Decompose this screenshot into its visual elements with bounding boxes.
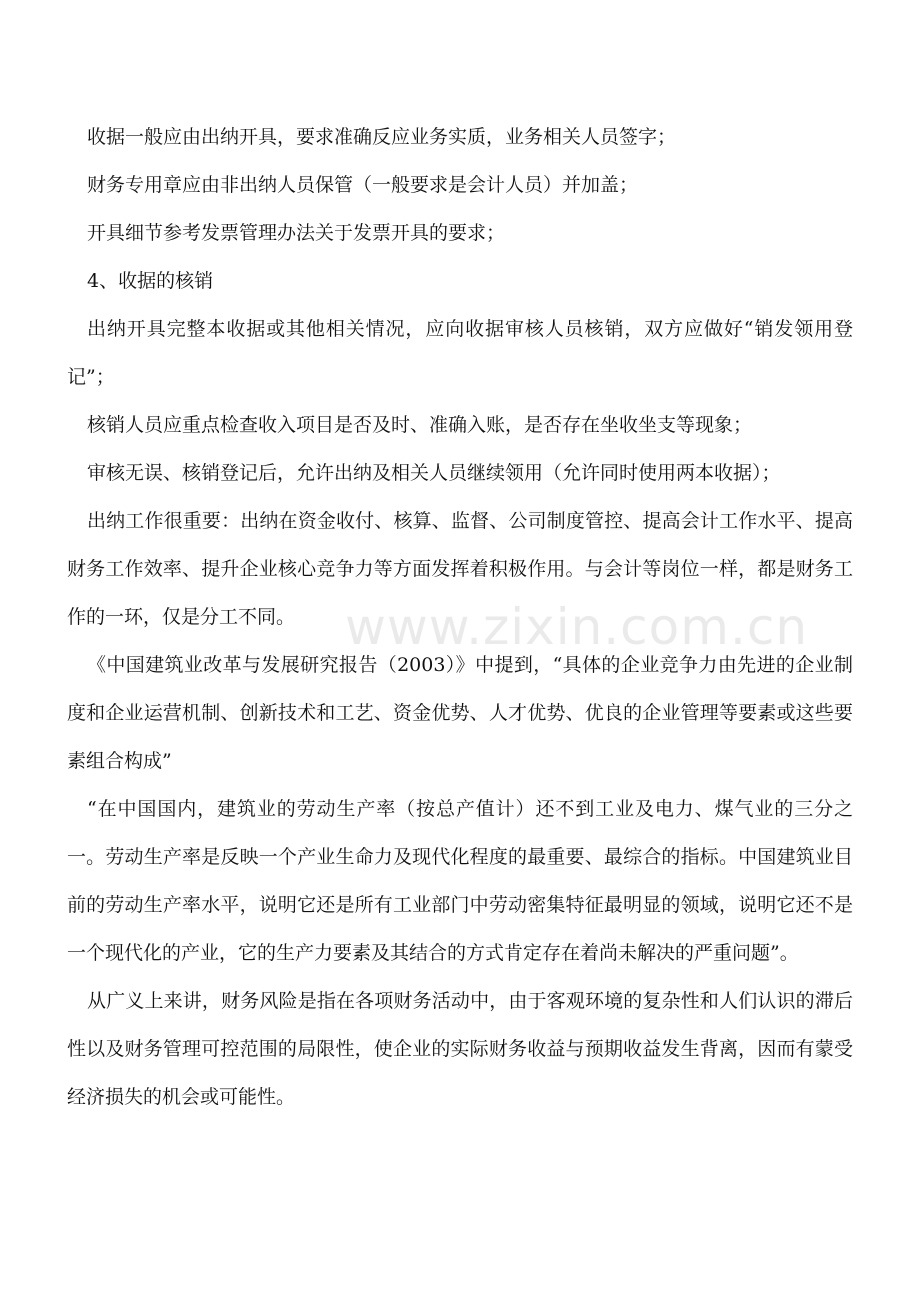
paragraph-issuing-details: 开具细节参考发票管理办法关于发票开具的要求；	[87, 222, 506, 244]
paragraph-writeoff-check: 核销人员应重点检查收入项目是否及时、准确入账，是否存在坐收坐支等现象；	[87, 414, 753, 436]
section-heading-receipt-writeoff: 4、收据的核销	[87, 270, 214, 292]
paragraph-finance-seal: 财务专用章应由非出纳人员保管（一般要求是会计人员）并加盖；	[87, 174, 639, 196]
watermark: www.zixin.com.cn	[345, 598, 809, 656]
paragraph-cashier-importance: 出纳工作很重要：出纳在资金收付、核算、监督、公司制度管控、提高会计工作水平、提高财务工作效率、提升企业核心竞争力等方面发挥着积极作用。与会计等岗位一样，都是财务工作的一环，仅是分工不同。	[67, 510, 853, 628]
paragraph-receipt-issuing: 收据一般应由出纳开具，要求准确反应业务实质，业务相关人员签字；	[87, 126, 677, 148]
paragraph-continue-use: 审核无误、核销登记后，允许出纳及相关人员继续领用（允许同时使用两本收据）；	[87, 462, 781, 484]
document-body	[67, 113, 853, 1121]
paragraph-writeoff-registration: 出纳开具完整本收据或其他相关情况，应向收据审核人员核销，双方应做好“销发领用登记”；	[67, 318, 853, 388]
paragraph-report-quote: 《中国建筑业改革与发展研究报告（2003）》中提到，“具体的企业竞争力由先进的企业制度和企业运营机制、创新技术和工艺、资金优势、人才优势、优良的企业管理等要素或这些要素组合构成”	[67, 654, 853, 772]
paragraph-financial-risk: 从广义上来讲，财务风险是指在各项财务活动中，由于客观环境的复杂性和人们认识的滞后性以及财务管理可控范围的局限性，使企业的实际财务收益与预期收益发生背离，因而有蒙受经济损失的机会或可能性。	[67, 990, 853, 1108]
paragraph-productivity-quote: “在中国国内，建筑业的劳动生产率（按总产值计）还不到工业及电力、煤气业的三分之一。劳动生产率是反映一个产业生命力及现代化程度的最重要、最综合的指标。中国建筑业目前的劳动生产率水平，说明它还是所有工业部门中劳动密集特征最明显的领域，说明它还不是一个现代化的产业，它的生产力要素及其结合的方式肯定存在着尚未解决的严重问题”。	[67, 798, 853, 964]
